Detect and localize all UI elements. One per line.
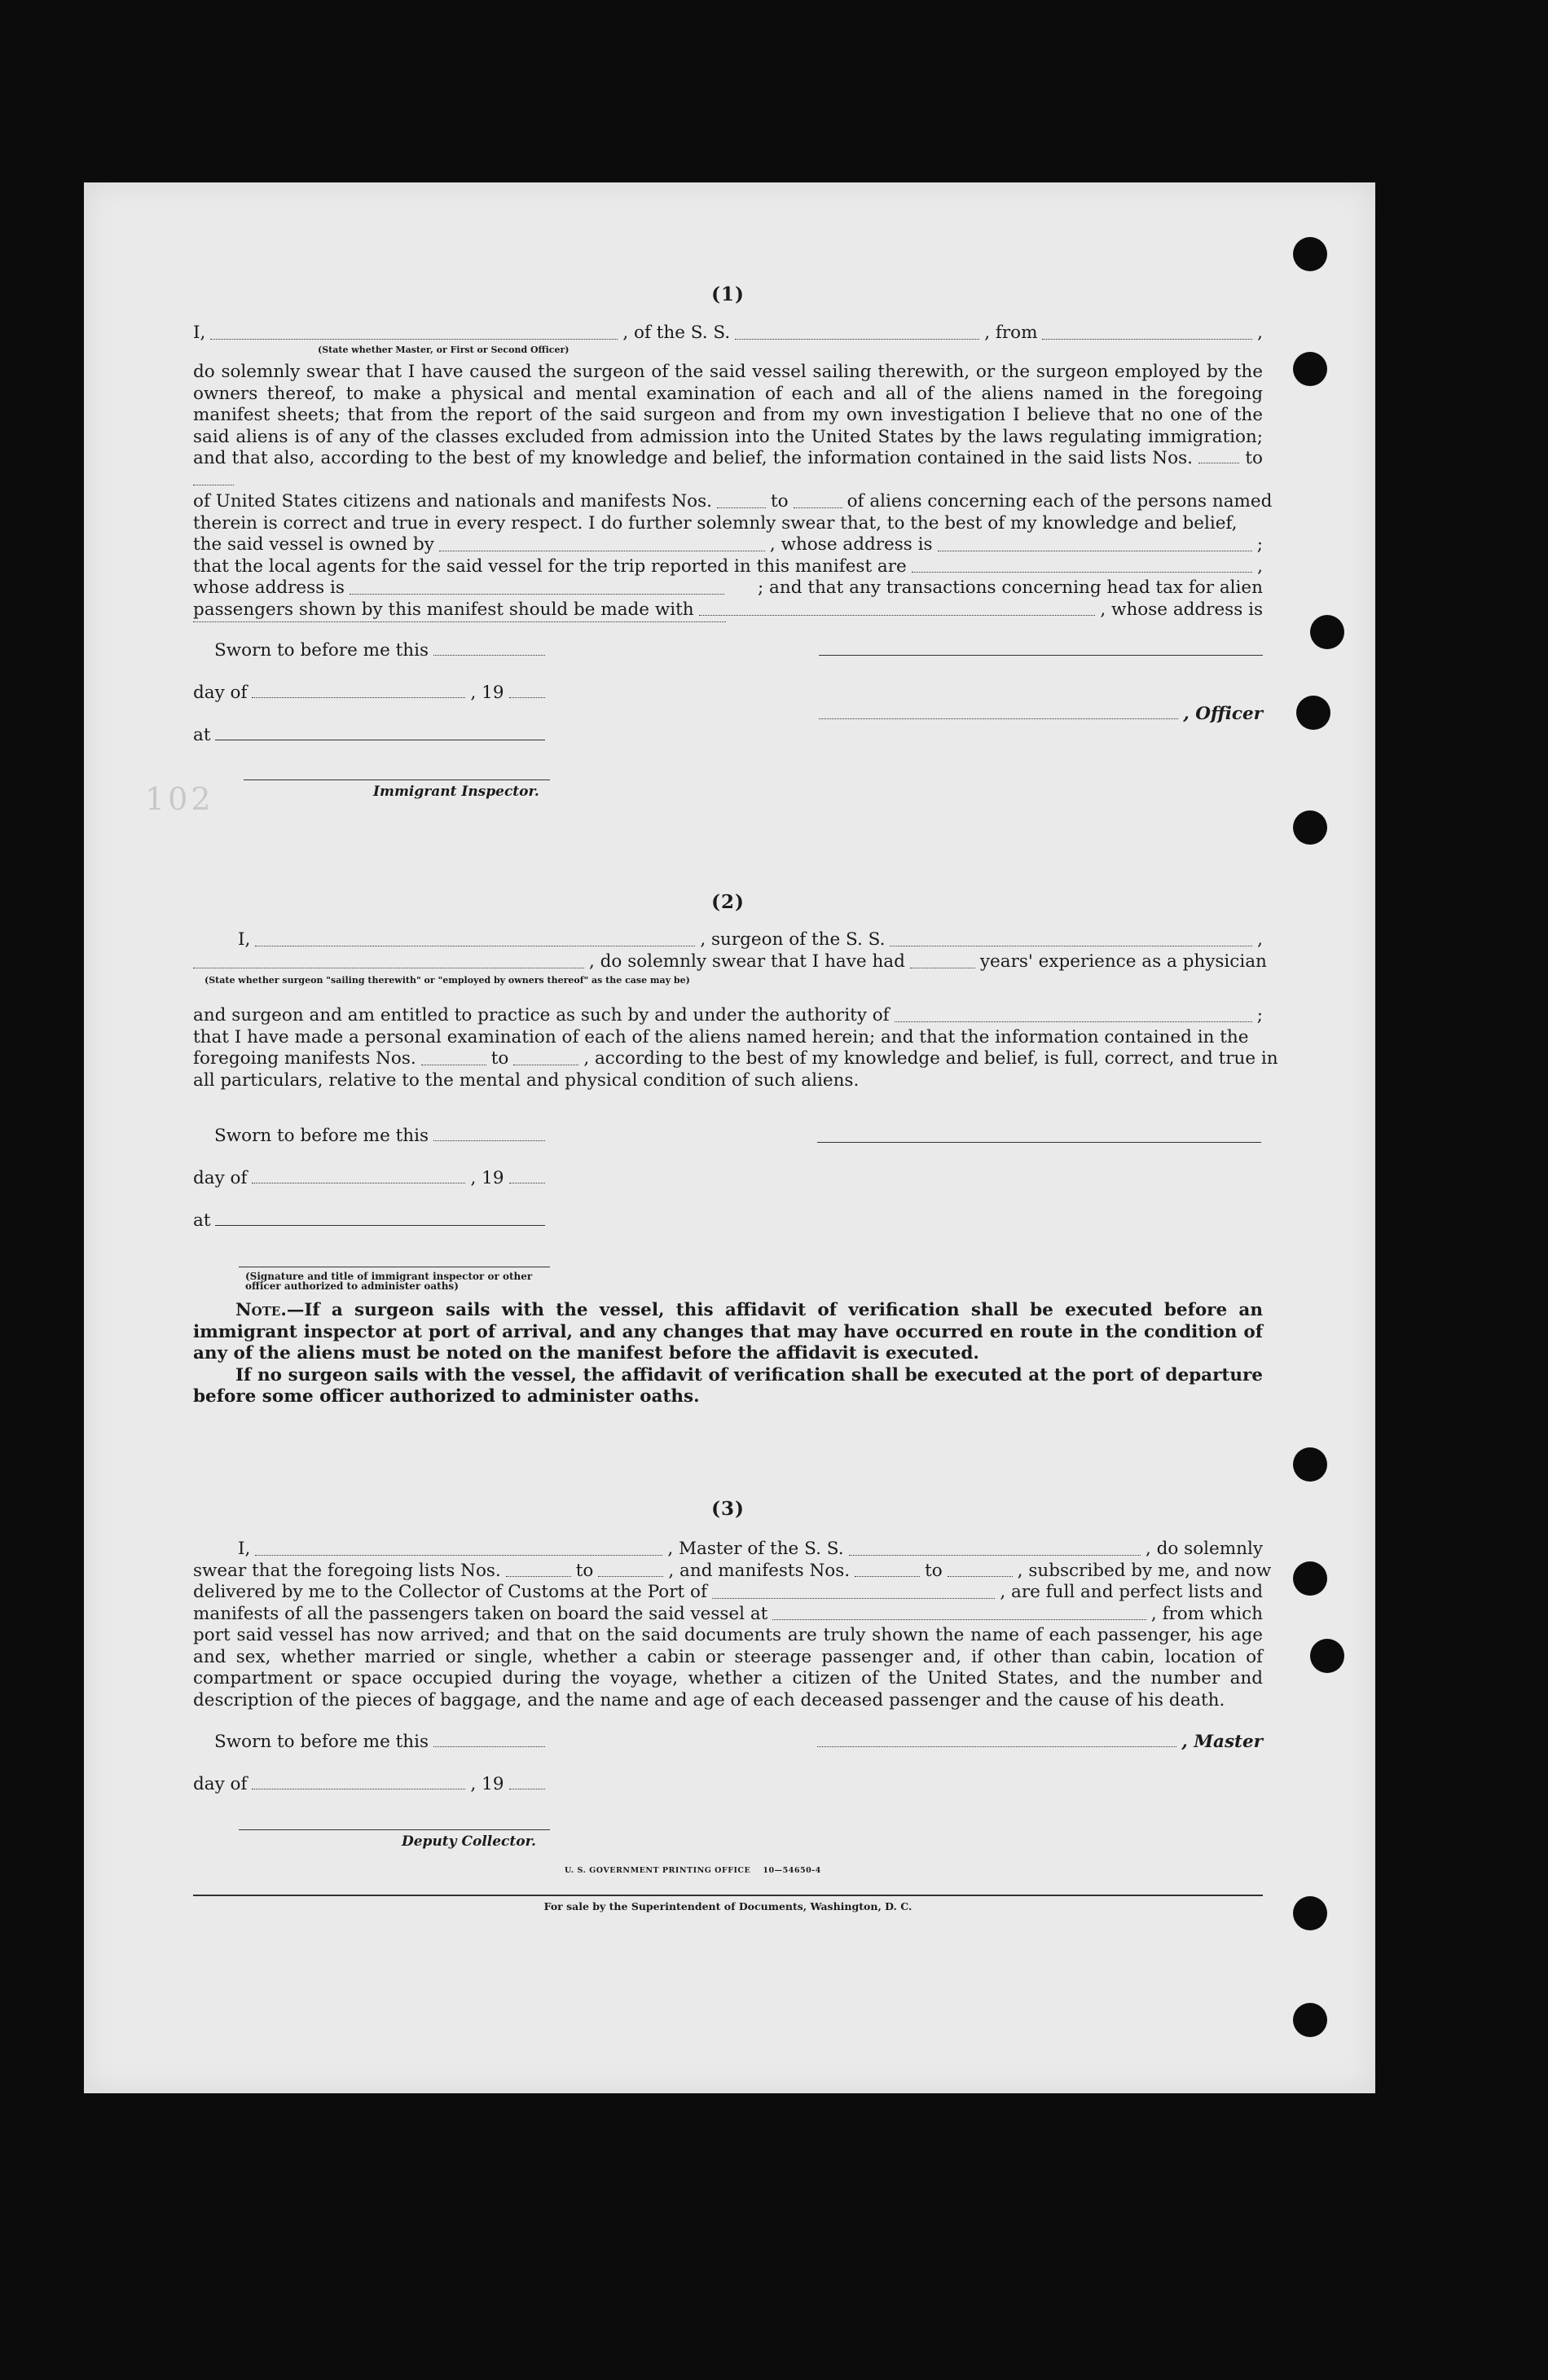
text: , whose address is <box>1100 599 1263 620</box>
text: , are full and perfect lists and <box>1000 1582 1263 1602</box>
text: at <box>193 1210 211 1231</box>
signature-caption-2: (Signature and title of immigrant inspector or other officer authorized to administer oaths) <box>245 1271 533 1292</box>
blank-port[interactable] <box>712 1597 995 1599</box>
text: , <box>1257 929 1263 950</box>
blank-sworn-date-3[interactable] <box>433 1745 545 1747</box>
punch-hole <box>1310 1639 1344 1673</box>
text: whose address is <box>193 577 345 598</box>
blank-authority[interactable] <box>895 1021 1252 1022</box>
blank-boarding-port[interactable] <box>772 1618 1146 1620</box>
signature-line-inspector[interactable] <box>244 779 550 780</box>
text: passengers shown by this manifest should be made with <box>193 599 694 620</box>
text: therein is correct and true in every respect. I do further solemnly swear that, to the best of my knowledge and belief, <box>193 512 1238 534</box>
signature-line-deputy[interactable] <box>239 1829 550 1830</box>
sale-notice: For sale by the Superintendent of Documents, Washington, D. C. <box>543 1900 913 1912</box>
blank-year[interactable] <box>509 696 546 698</box>
blank-manifest-to-2[interactable] <box>513 1064 578 1065</box>
blank-manifests-from-3[interactable] <box>855 1575 920 1577</box>
punch-hole <box>1293 237 1327 271</box>
blank-surgeon-name[interactable] <box>255 945 695 946</box>
text: , surgeon of the S. S. <box>700 929 886 950</box>
blank-head-tax[interactable] <box>699 614 1096 616</box>
blank-agents-address[interactable] <box>350 593 724 595</box>
text: foregoing manifests Nos. <box>193 1048 416 1069</box>
blank-from[interactable] <box>1042 338 1252 340</box>
text: , Master of the S. S. <box>667 1539 844 1559</box>
text: , 19 <box>470 1168 504 1188</box>
faint-stamp: 102 <box>145 781 214 817</box>
text: manifests of all the passengers taken on board the said vessel at <box>193 1603 768 1624</box>
day-row-3 <box>193 1774 550 1794</box>
blank-officer-signature[interactable] <box>819 718 1178 719</box>
blank-at-2[interactable] <box>215 1224 545 1226</box>
blank-agents[interactable] <box>912 571 1252 573</box>
day-row-2 <box>193 1168 550 1188</box>
punch-hole <box>1293 1447 1327 1482</box>
text: , from which <box>1150 1603 1263 1624</box>
at-row-2 <box>193 1210 550 1231</box>
text: the said vessel is owned by <box>193 534 434 555</box>
text: , subscribed by me, and now <box>1017 1560 1272 1581</box>
section-2-number: (2) <box>711 891 745 913</box>
text: swear that the foregoing lists Nos. <box>193 1560 501 1581</box>
text: of aliens concerning each of the persons named <box>847 491 1273 512</box>
surgeon-note-paragraph <box>193 1300 1263 1408</box>
text: , and manifests Nos. <box>668 1560 851 1581</box>
day-row-1 <box>193 683 550 703</box>
blank-vessel-2[interactable] <box>890 945 1252 946</box>
section-2-line-1 <box>193 929 1263 951</box>
signature-line-officer[interactable] <box>819 655 1263 656</box>
text: , according to the best of my knowledge and belief, is full, correct, and true in <box>583 1048 1278 1069</box>
punch-hole <box>1293 810 1327 845</box>
note-text-2: If no surgeon sails with the vessel, the affidavit of verification shall be executed at the port of departure before some officer authorized to administer oaths. <box>193 1364 1263 1407</box>
blank-lists-from-3[interactable] <box>506 1575 571 1577</box>
master-row <box>817 1732 1263 1752</box>
surgeon-note: (State whether surgeon "sailing therewith" or "employed by owners thereof" as the case may be) <box>204 975 690 986</box>
footer-rule <box>193 1895 1263 1896</box>
text: ; and that any transactions concerning head tax for alien <box>757 577 1263 598</box>
section-2-body <box>193 1005 1278 1091</box>
section-3-number: (3) <box>711 1498 745 1520</box>
text: , <box>1257 555 1263 577</box>
sworn-row-3 <box>214 1732 550 1752</box>
officer-note: (State whether Master, or First or Second Officer) <box>318 345 570 355</box>
text: all particulars, relative to the mental and physical condition of such aliens. <box>193 1069 860 1091</box>
inspector-caption: Immigrant Inspector. <box>373 784 539 800</box>
at-row-1 <box>193 725 550 745</box>
text: to <box>575 1560 594 1581</box>
text: , <box>1257 323 1263 343</box>
text: ; <box>1256 1005 1263 1025</box>
text: Sworn to before me this <box>214 1126 429 1146</box>
text: of United States citizens and nationals and manifests Nos. <box>193 491 712 512</box>
punch-hole <box>1293 1896 1327 1930</box>
blank-manifests-to-3[interactable] <box>948 1575 1013 1577</box>
sworn-row-1 <box>214 640 550 661</box>
blank-day-2[interactable] <box>252 1182 465 1183</box>
note-label: Note. <box>235 1300 287 1320</box>
text: years' experience as a physician <box>979 951 1267 972</box>
blank-sworn-date-2[interactable] <box>433 1140 545 1141</box>
officer-label: , Officer <box>1183 704 1263 724</box>
blank-day[interactable] <box>252 696 465 698</box>
blank-manifest-to[interactable] <box>794 507 842 508</box>
text: , do solemnly swear that I have had <box>589 951 905 972</box>
text: I, <box>238 929 251 950</box>
text: day of <box>193 1774 248 1794</box>
text: , 19 <box>470 683 504 703</box>
punch-hole <box>1293 2003 1327 2037</box>
text: that I have made a personal examination of each of the aliens named herein; and that the information contained in the <box>193 1026 1249 1047</box>
text: day of <box>193 1168 248 1188</box>
text: to <box>771 491 789 512</box>
punch-hole <box>1296 696 1330 730</box>
text: delivered by me to the Collector of Customs at the Port of <box>193 1582 707 1602</box>
blank-master-name[interactable] <box>255 1554 662 1556</box>
officer-row <box>819 704 1263 724</box>
blank-manifest-from-2[interactable] <box>421 1064 486 1065</box>
text: to <box>490 1048 509 1069</box>
blank-head-tax-address[interactable] <box>193 621 726 622</box>
form-sheet <box>84 182 1375 2093</box>
blank-surgeon-status[interactable] <box>193 967 584 968</box>
blank-vessel[interactable] <box>735 338 979 340</box>
section-1-body <box>193 362 1273 627</box>
section-2-line-2 <box>193 951 1267 973</box>
blank-year-2[interactable] <box>509 1182 546 1183</box>
section-1-number: (1) <box>711 283 745 305</box>
blank-owner[interactable] <box>439 550 765 551</box>
text: and surgeon and am entitled to practice as such by and under the authority of <box>193 1005 890 1025</box>
blank-day-3[interactable] <box>252 1788 465 1789</box>
text: , whose address is <box>769 534 933 555</box>
text: , 19 <box>470 1774 504 1794</box>
blank-vessel-3[interactable] <box>849 1554 1141 1556</box>
section-3-body <box>193 1539 1272 1711</box>
blank-owner-address[interactable] <box>938 550 1252 551</box>
punch-hole <box>1293 1561 1327 1596</box>
text: day of <box>193 683 248 703</box>
text: I, <box>193 323 206 343</box>
blank-lists-to-3[interactable] <box>598 1575 663 1577</box>
printing-office-imprint: U. S. GOVERNMENT PRINTING OFFICE 10—54650-4 <box>565 1866 821 1875</box>
section-1-line-1 <box>193 323 1263 345</box>
blank-sworn-date[interactable] <box>433 654 545 656</box>
text: that the local agents for the said vessel for the trip reported in this manifest are <box>193 555 907 577</box>
body-text-3: port said vessel has now arrived; and that on the said documents are truly shown the name of each passenger, his age and sex, whether married or single, whether a cabin or steerage passenger and, if other than cabin, location of compartment or space occupied during the voyage, whether a citizen of the United States, and the number and description of the pieces of baggage, and the name and age of each deceased passenger and the cause of his death. <box>193 1625 1263 1710</box>
punch-hole <box>1310 615 1344 649</box>
blank-master-signature[interactable] <box>817 1745 1176 1747</box>
text: Sworn to before me this <box>214 640 429 661</box>
text: I, <box>238 1539 251 1559</box>
blank-at[interactable] <box>215 739 545 740</box>
text: to <box>925 1560 943 1581</box>
text: to <box>1245 448 1263 468</box>
blank-year-3[interactable] <box>509 1788 546 1789</box>
signature-line-surgeon[interactable] <box>817 1142 1261 1143</box>
text: , from <box>984 323 1038 343</box>
text: , do solemnly <box>1145 1539 1263 1559</box>
note-text: —If a surgeon sails with the vessel, this affidavit of verification shall be executed before an immigrant inspector at port of arrival, and any changes that may have occurred en route in the condition of any of the aliens must be noted on the manifest before the affidavit is executed. <box>193 1300 1263 1363</box>
text: , of the S. S. <box>622 323 731 343</box>
text: at <box>193 725 211 745</box>
text: ; <box>1256 534 1263 555</box>
blank-manifest-from[interactable] <box>717 507 766 508</box>
text: Sworn to before me this <box>214 1732 429 1752</box>
deputy-caption: Deputy Collector. <box>402 1833 536 1850</box>
body-text: do solemnly swear that I have caused the surgeon of the said vessel sailing therewith, or the surgeon employed by the owners thereof, to make a physical and mental examination of each and all of the aliens named in the foregoing manifest sheets; that from the report of the said surgeon and from my own investigation I believe that no one of the said aliens is of any of the classes excluded from admission into the United States by the laws regulating immigration; and that also, according to the best of my knowledge and belief, the information contained in the said lists Nos. <box>193 362 1263 468</box>
master-label: , Master <box>1181 1732 1263 1752</box>
punch-hole <box>1293 352 1327 386</box>
blank-officer[interactable] <box>210 338 618 340</box>
blank-years[interactable] <box>910 967 975 968</box>
sworn-row-2 <box>214 1126 550 1146</box>
